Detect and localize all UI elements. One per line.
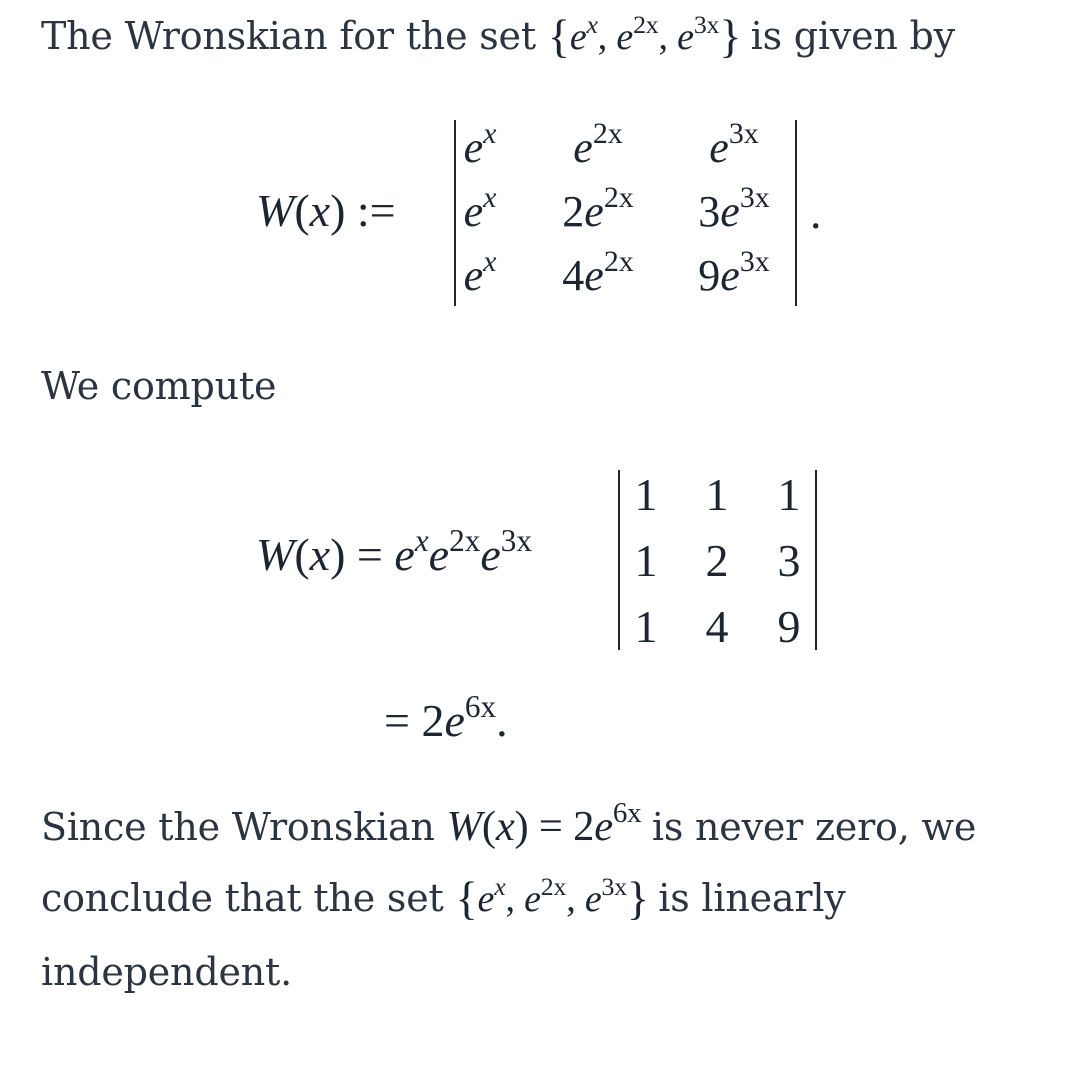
- conclusion-line-2: [41, 871, 846, 925]
- set-sep-2: ,: [658, 16, 668, 58]
- result-exp: 6x: [464, 688, 497, 724]
- def-matrix-cell: [425, 181, 535, 236]
- factor-base-3: e: [480, 529, 501, 580]
- set2-open-brace: {: [455, 873, 478, 925]
- def-cell-base: e: [463, 187, 484, 236]
- set-open-brace: {: [547, 11, 570, 63]
- comp-matrix-cell: 1: [634, 469, 658, 520]
- set2-base-1: e: [477, 878, 495, 920]
- def-cell-base: e: [573, 123, 593, 172]
- def-assign: :=: [356, 185, 396, 236]
- comp-matrix-cell: 1: [777, 469, 801, 520]
- comp-det-right-bar: [815, 470, 817, 650]
- conclusion-line-1: [41, 797, 977, 851]
- def-cell-base: e: [584, 187, 604, 236]
- result-equals: =: [384, 695, 410, 746]
- def-cell-base: e: [720, 251, 740, 300]
- def-matrix-cell: [679, 181, 789, 236]
- intro-line: [41, 9, 955, 63]
- intro-text: The Wronskian for the set: [41, 14, 536, 58]
- compute-label: We compute: [41, 364, 277, 408]
- set-close-brace: }: [719, 11, 742, 63]
- def-cell-coef: 3: [698, 187, 721, 236]
- factor-base-2: e: [428, 529, 450, 580]
- def-cell-exp: 2x: [603, 181, 634, 215]
- set2-base-2: e: [524, 878, 541, 920]
- set2-sep-1: ,: [505, 878, 515, 920]
- def-matrix-cell: [425, 245, 535, 300]
- set2-close-brace: }: [626, 873, 649, 925]
- def-W: W: [256, 185, 295, 236]
- comp-matrix-cell: 2: [705, 535, 729, 586]
- intro-suffix: is given by: [750, 14, 955, 58]
- def-period: .: [810, 187, 822, 238]
- conclusion-tail-1: is never zero, we: [651, 805, 977, 849]
- comp-W: W: [256, 529, 295, 580]
- concl-coef: 2: [573, 803, 595, 850]
- result-base: e: [444, 695, 465, 746]
- def-cell-exp: 3x: [739, 181, 770, 215]
- def-cell-exp: 2x: [592, 117, 623, 151]
- concl-W: W: [446, 803, 482, 850]
- factor-exp-3: 3x: [500, 522, 533, 558]
- concl-exp: 6x: [612, 797, 642, 830]
- comp-matrix-cell: 9: [777, 601, 801, 652]
- def-close-paren: ): [330, 185, 346, 236]
- definition-lhs: [256, 184, 396, 237]
- comp-matrix-cell: 1: [634, 601, 658, 652]
- def-open-paren: (: [294, 185, 310, 236]
- conclusion-set: [455, 871, 658, 925]
- concl-close-paren: ): [514, 803, 529, 850]
- comp-matrix-cell: 1: [705, 469, 729, 520]
- conclusion-math: [446, 797, 652, 850]
- comp-matrix-cell: 4: [705, 601, 729, 652]
- computation-lhs: [256, 522, 533, 581]
- result-period: .: [496, 695, 508, 746]
- comp-matrix-cell: 3: [777, 535, 801, 586]
- concl-base: e: [594, 803, 613, 850]
- comp-close-paren: ): [330, 529, 346, 580]
- factor-exp-2: 2x: [449, 522, 481, 558]
- def-cell-base: e: [463, 123, 484, 172]
- def-cell-exp: x: [483, 117, 497, 151]
- set2-exp-3: 3x: [601, 871, 627, 901]
- comp-open-paren: (: [294, 529, 310, 580]
- comp-matrix-cell: 1: [634, 535, 658, 586]
- def-matrix-cell: [679, 245, 789, 300]
- def-cell-exp: 3x: [739, 245, 770, 279]
- factor-exp-1: x: [414, 522, 429, 558]
- exponential-set: [547, 9, 751, 63]
- def-cell-coef: 4: [562, 251, 585, 300]
- set-exp-1: x: [586, 9, 598, 39]
- set2-exp-1: x: [494, 871, 506, 901]
- def-matrix-cell: [543, 117, 653, 172]
- def-matrix-cell: [679, 117, 789, 172]
- def-cell-coef: 2: [562, 187, 585, 236]
- set2-sep-2: ,: [566, 878, 576, 920]
- comp-det-left-bar: [618, 470, 620, 650]
- def-x: x: [309, 185, 331, 236]
- set2-exp-2: 2x: [540, 871, 567, 901]
- def-cell-exp: 3x: [728, 117, 759, 151]
- def-cell-exp: x: [483, 181, 497, 215]
- set-base-3: e: [677, 16, 694, 58]
- def-cell-exp: 2x: [603, 245, 634, 279]
- concl-x: x: [495, 803, 515, 850]
- def-matrix-cell: [543, 181, 653, 236]
- conclusion-text-1: Since the Wronskian: [41, 805, 435, 849]
- def-matrix-cell: [425, 117, 535, 172]
- result-coef: 2: [421, 695, 445, 746]
- conclusion-line-3: independent.: [41, 950, 292, 994]
- def-matrix-cell: [543, 245, 653, 300]
- conclusion-text-2: conclude that the set: [41, 876, 444, 920]
- def-cell-base: e: [584, 251, 604, 300]
- comp-x: x: [309, 529, 331, 580]
- result-line: [384, 688, 508, 747]
- def-cell-exp: x: [483, 245, 497, 279]
- set-exp-3: 3x: [693, 9, 720, 39]
- def-cell-base: e: [709, 123, 729, 172]
- comp-equals: =: [356, 529, 383, 580]
- set-sep-1: ,: [597, 16, 608, 58]
- set-base-2: e: [616, 16, 634, 58]
- def-cell-base: e: [720, 187, 740, 236]
- factor-base-1: e: [394, 529, 415, 580]
- set-base-1: e: [569, 16, 587, 58]
- def-det-right-bar: [795, 120, 797, 306]
- def-cell-coef: 9: [698, 251, 721, 300]
- set2-base-3: e: [584, 878, 602, 920]
- concl-equals: =: [538, 803, 563, 850]
- concl-open-paren: (: [481, 803, 496, 850]
- set-exp-2: 2x: [633, 9, 659, 39]
- conclusion-tail-2: is linearly: [658, 876, 846, 920]
- def-cell-base: e: [463, 251, 484, 300]
